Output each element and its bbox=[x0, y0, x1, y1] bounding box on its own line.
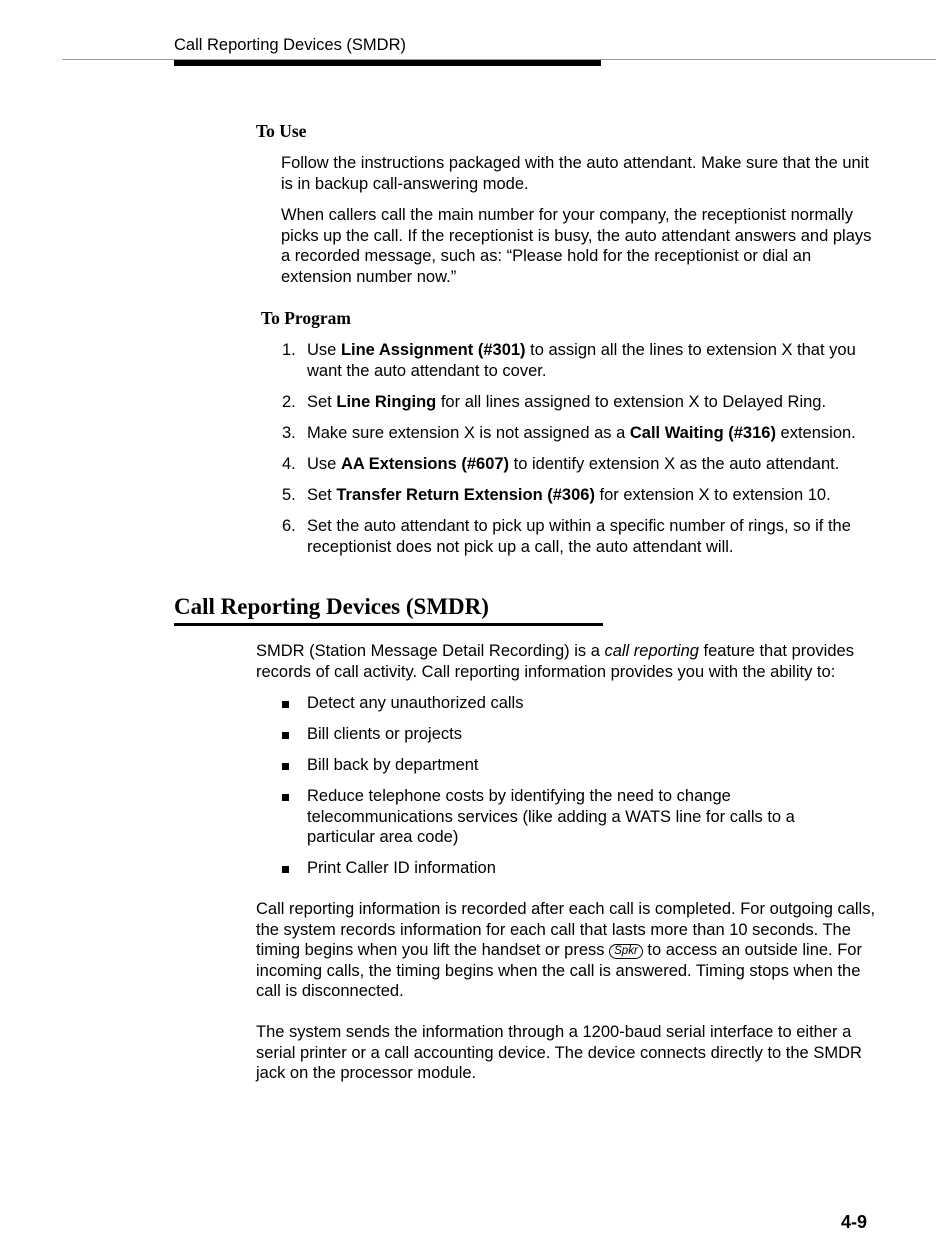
step-text: Set the auto attendant to pick up within a specific number of rings, so if the receptionist does not pick up a call, the auto attendant will. bbox=[307, 517, 851, 556]
step-number: 5. bbox=[282, 486, 296, 504]
bullet-item bbox=[282, 786, 862, 848]
smdr-interface-paragraph: The system sends the information through a 1200-baud serial interface to either a serial printer or a call accounting device. The device connects directly to the SMDR jack on the processor module. bbox=[256, 1023, 862, 1082]
step-text: Set Transfer Return Extension (#306) for extension X to extension 10. bbox=[307, 486, 831, 504]
bullet-item bbox=[282, 724, 862, 745]
program-step bbox=[282, 392, 882, 413]
program-step bbox=[282, 516, 882, 557]
step-number: 6. bbox=[282, 517, 296, 535]
bullet-mark bbox=[282, 794, 289, 801]
step-text: Set Line Ringing for all lines assigned to extension X to Delayed Ring. bbox=[307, 393, 827, 411]
running-header: Call Reporting Devices (SMDR) bbox=[174, 36, 406, 54]
section-rule bbox=[174, 623, 603, 626]
step-text: Use Line Assignment (#301) to assign all the lines to extension X that you want the auto attendant to cover. bbox=[307, 341, 856, 380]
bullet-text: Bill back by department bbox=[307, 756, 479, 774]
smdr-intro: SMDR (Station Message Detail Recording) is a call reporting feature that provides records of call activity. Call reporting information provides you with the ability to: bbox=[256, 642, 854, 681]
to-use-heading: To Use bbox=[256, 121, 307, 141]
bullet-item bbox=[282, 755, 862, 776]
to-use-paragraph-2: When callers call the main number for your company, the receptionist normally picks up the call. If the receptionist is busy, the auto attendant answers and plays a recorded message, such as: “Please hold for the receptionist or dial an extension number now.” bbox=[281, 206, 872, 286]
bullet-mark bbox=[282, 866, 289, 873]
to-use-paragraph-1: Follow the instructions packaged with the auto attendant. Make sure that the unit is in backup call-answering mode. bbox=[281, 154, 869, 193]
program-step bbox=[282, 485, 882, 506]
program-step bbox=[282, 340, 882, 381]
bullet-mark bbox=[282, 732, 289, 739]
bullet-mark bbox=[282, 763, 289, 770]
bullet-text: Print Caller ID information bbox=[307, 859, 496, 877]
step-number: 3. bbox=[282, 424, 296, 442]
smdr-timing-paragraph: Call reporting information is recorded after each call is completed. For outgoing calls, the system records information for each call that lasts more than 10 seconds. The timing begins when you lift the handset or press Spkr to access an outside line. For incoming calls, the timing begins when the call is answered. Timing stops when the call is disconnected. bbox=[256, 900, 876, 1000]
step-text: Make sure extension X is not assigned as a Call Waiting (#316) extension. bbox=[307, 424, 856, 442]
program-step bbox=[282, 454, 882, 475]
section-title: Call Reporting Devices (SMDR) bbox=[174, 594, 489, 619]
header-bar bbox=[174, 60, 601, 66]
to-program-heading: To Program bbox=[261, 308, 351, 328]
program-step bbox=[282, 423, 882, 444]
bullet-text: Reduce telephone costs by identifying the need to change telecommunications services (like adding a WATS line for calls to a particular area code) bbox=[307, 787, 795, 846]
step-text: Use AA Extensions (#607) to identify extension X as the auto attendant. bbox=[307, 455, 840, 473]
page-number: 4-9 bbox=[841, 1212, 868, 1232]
bullet-item bbox=[282, 693, 862, 714]
speaker-key-icon: Spkr bbox=[609, 944, 643, 959]
bullet-item bbox=[282, 858, 862, 879]
bullet-text: Detect any unauthorized calls bbox=[307, 694, 524, 712]
bullet-mark bbox=[282, 701, 289, 708]
step-number: 2. bbox=[282, 393, 296, 411]
bullet-text: Bill clients or projects bbox=[307, 725, 462, 743]
step-number: 1. bbox=[282, 341, 296, 359]
step-number: 4. bbox=[282, 455, 296, 473]
